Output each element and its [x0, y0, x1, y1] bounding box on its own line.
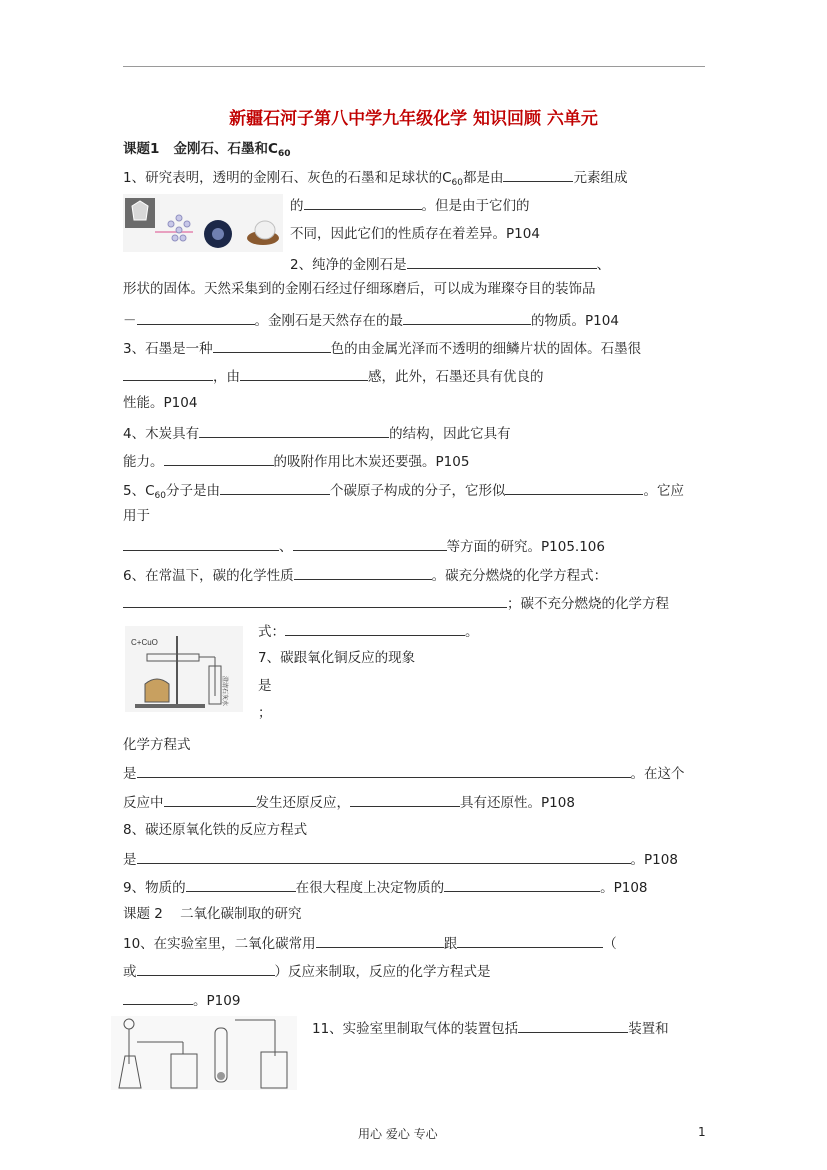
blank[interactable] — [403, 310, 531, 325]
blank[interactable] — [164, 792, 256, 807]
blank[interactable] — [285, 621, 465, 636]
header-rule — [123, 66, 705, 67]
blank[interactable] — [505, 480, 643, 495]
lesson1-heading: 课题1 金刚石、石墨和$C_{60}$ — [123, 141, 291, 159]
blank[interactable] — [137, 310, 255, 325]
blank[interactable] — [123, 366, 213, 381]
cuo-label: C+CuO — [131, 638, 158, 647]
blank[interactable] — [213, 338, 331, 353]
q6-line2: ；碳不充分燃烧的化学方程 — [123, 593, 669, 613]
blank[interactable] — [350, 792, 460, 807]
blank[interactable] — [503, 167, 573, 182]
blank[interactable] — [137, 763, 631, 778]
gas-generation-apparatus-image — [111, 1016, 297, 1090]
q4-line2: 能力。 的吸附作用比木炭还要强。P105 — [123, 451, 469, 471]
q8-line1: 8、碳还原氧化铁的反应方程式 — [123, 822, 308, 838]
q6-line1: 6、在常温下，碳的化学性质 。碳充分燃烧的化学方程式： — [123, 565, 607, 585]
q7-line4: 化学方程式 — [123, 737, 191, 753]
q7-line6: 反应中 发生还原反应， 具有还原性。P108 — [123, 792, 575, 812]
q3-line3: 性能。P104 — [123, 395, 198, 411]
q2-line2: 形状的固体。天然采集到的金刚石经过仔细琢磨后，可以成为璀璨夺目的装饰品 — [123, 281, 596, 297]
blank[interactable] — [444, 877, 600, 892]
q1-line1: 1、研究表明，透明的金刚石、灰色的石墨和足球状的$C_{60}$都是由 元素组成 — [123, 167, 627, 192]
q10-line3: 。P109 — [123, 990, 240, 1010]
carbon-cuo-apparatus-image — [125, 626, 243, 712]
lesson2-heading: 课题 2 二氧化碳制取的研究 — [123, 906, 302, 922]
carbon-allotropes-icon — [123, 194, 283, 252]
q10-line1: 10、在实验室里，二氧化碳常用 跟 （ — [123, 933, 617, 953]
blank[interactable] — [220, 480, 330, 495]
apparatus-icon — [125, 626, 243, 712]
q5-line1: 5、$C_{60}$分子是由 个碳原子构成的分子，它形似 。它应 — [123, 480, 684, 505]
q2-line1: 2、纯净的金刚石是 、 — [290, 254, 610, 274]
q4-line1: 4、木炭具有 的结构，因此它具有 — [123, 423, 511, 443]
q5-line3: 、 等方面的研究。P105.106 — [123, 536, 605, 556]
q7-line1: 7、碳跟氧化铜反应的现象 — [258, 650, 416, 666]
blank[interactable] — [123, 593, 507, 608]
q9-line1: 9、物质的 在很大程度上决定物质的 。P108 — [123, 877, 648, 897]
lime-water-label: 澄清石灰水 — [221, 676, 227, 707]
q6-line3: 式： 。 — [258, 621, 479, 641]
carbon-allotropes-image — [123, 194, 283, 252]
q1-line3: 不同，因此它们的性质存在着差异。P104 — [290, 226, 540, 242]
q2-line3: － 。金刚石是天然存在的最 的物质。P104 — [123, 310, 619, 330]
q7-line5: 是 。在这个 — [123, 763, 685, 783]
blank[interactable] — [304, 195, 422, 210]
blank[interactable] — [240, 366, 368, 381]
blank[interactable] — [199, 423, 389, 438]
page-title: 新疆石河子第八中学九年级化学 知识回顾 六单元 — [229, 109, 598, 129]
blank[interactable] — [137, 961, 275, 976]
gas-apparatus-icon — [111, 1016, 297, 1090]
blank[interactable] — [123, 990, 193, 1005]
blank[interactable] — [294, 565, 432, 580]
q3-line2: ，由 感，此外，石墨还具有优良的 — [123, 366, 544, 386]
q11-line1: 11、实验室里制取气体的装置包括 装置和 — [312, 1018, 669, 1038]
blank[interactable] — [293, 536, 447, 551]
q1-line2: 的 。但是由于它们的 — [290, 195, 530, 215]
page-number: 1 — [698, 1125, 706, 1139]
q10-line2: 或 ）反应来制取，反应的化学方程式是 — [123, 961, 491, 981]
q7-line3: ； — [258, 705, 272, 721]
blank[interactable] — [137, 849, 631, 864]
blank[interactable] — [407, 254, 597, 269]
q7-line2: 是 — [258, 678, 272, 694]
footer-motto: 用心 爱心 专心 — [358, 1127, 438, 1141]
blank[interactable] — [518, 1018, 628, 1033]
blank[interactable] — [186, 877, 296, 892]
blank[interactable] — [123, 536, 279, 551]
blank[interactable] — [164, 451, 274, 466]
q8-line2: 是 。P108 — [123, 849, 678, 869]
blank[interactable] — [457, 933, 603, 948]
q5-line2: 用于 — [123, 508, 150, 524]
blank[interactable] — [316, 933, 444, 948]
q3-line1: 3、石墨是一种 色的由金属光泽而不透明的细鳞片状的固体。石墨很 — [123, 338, 641, 358]
